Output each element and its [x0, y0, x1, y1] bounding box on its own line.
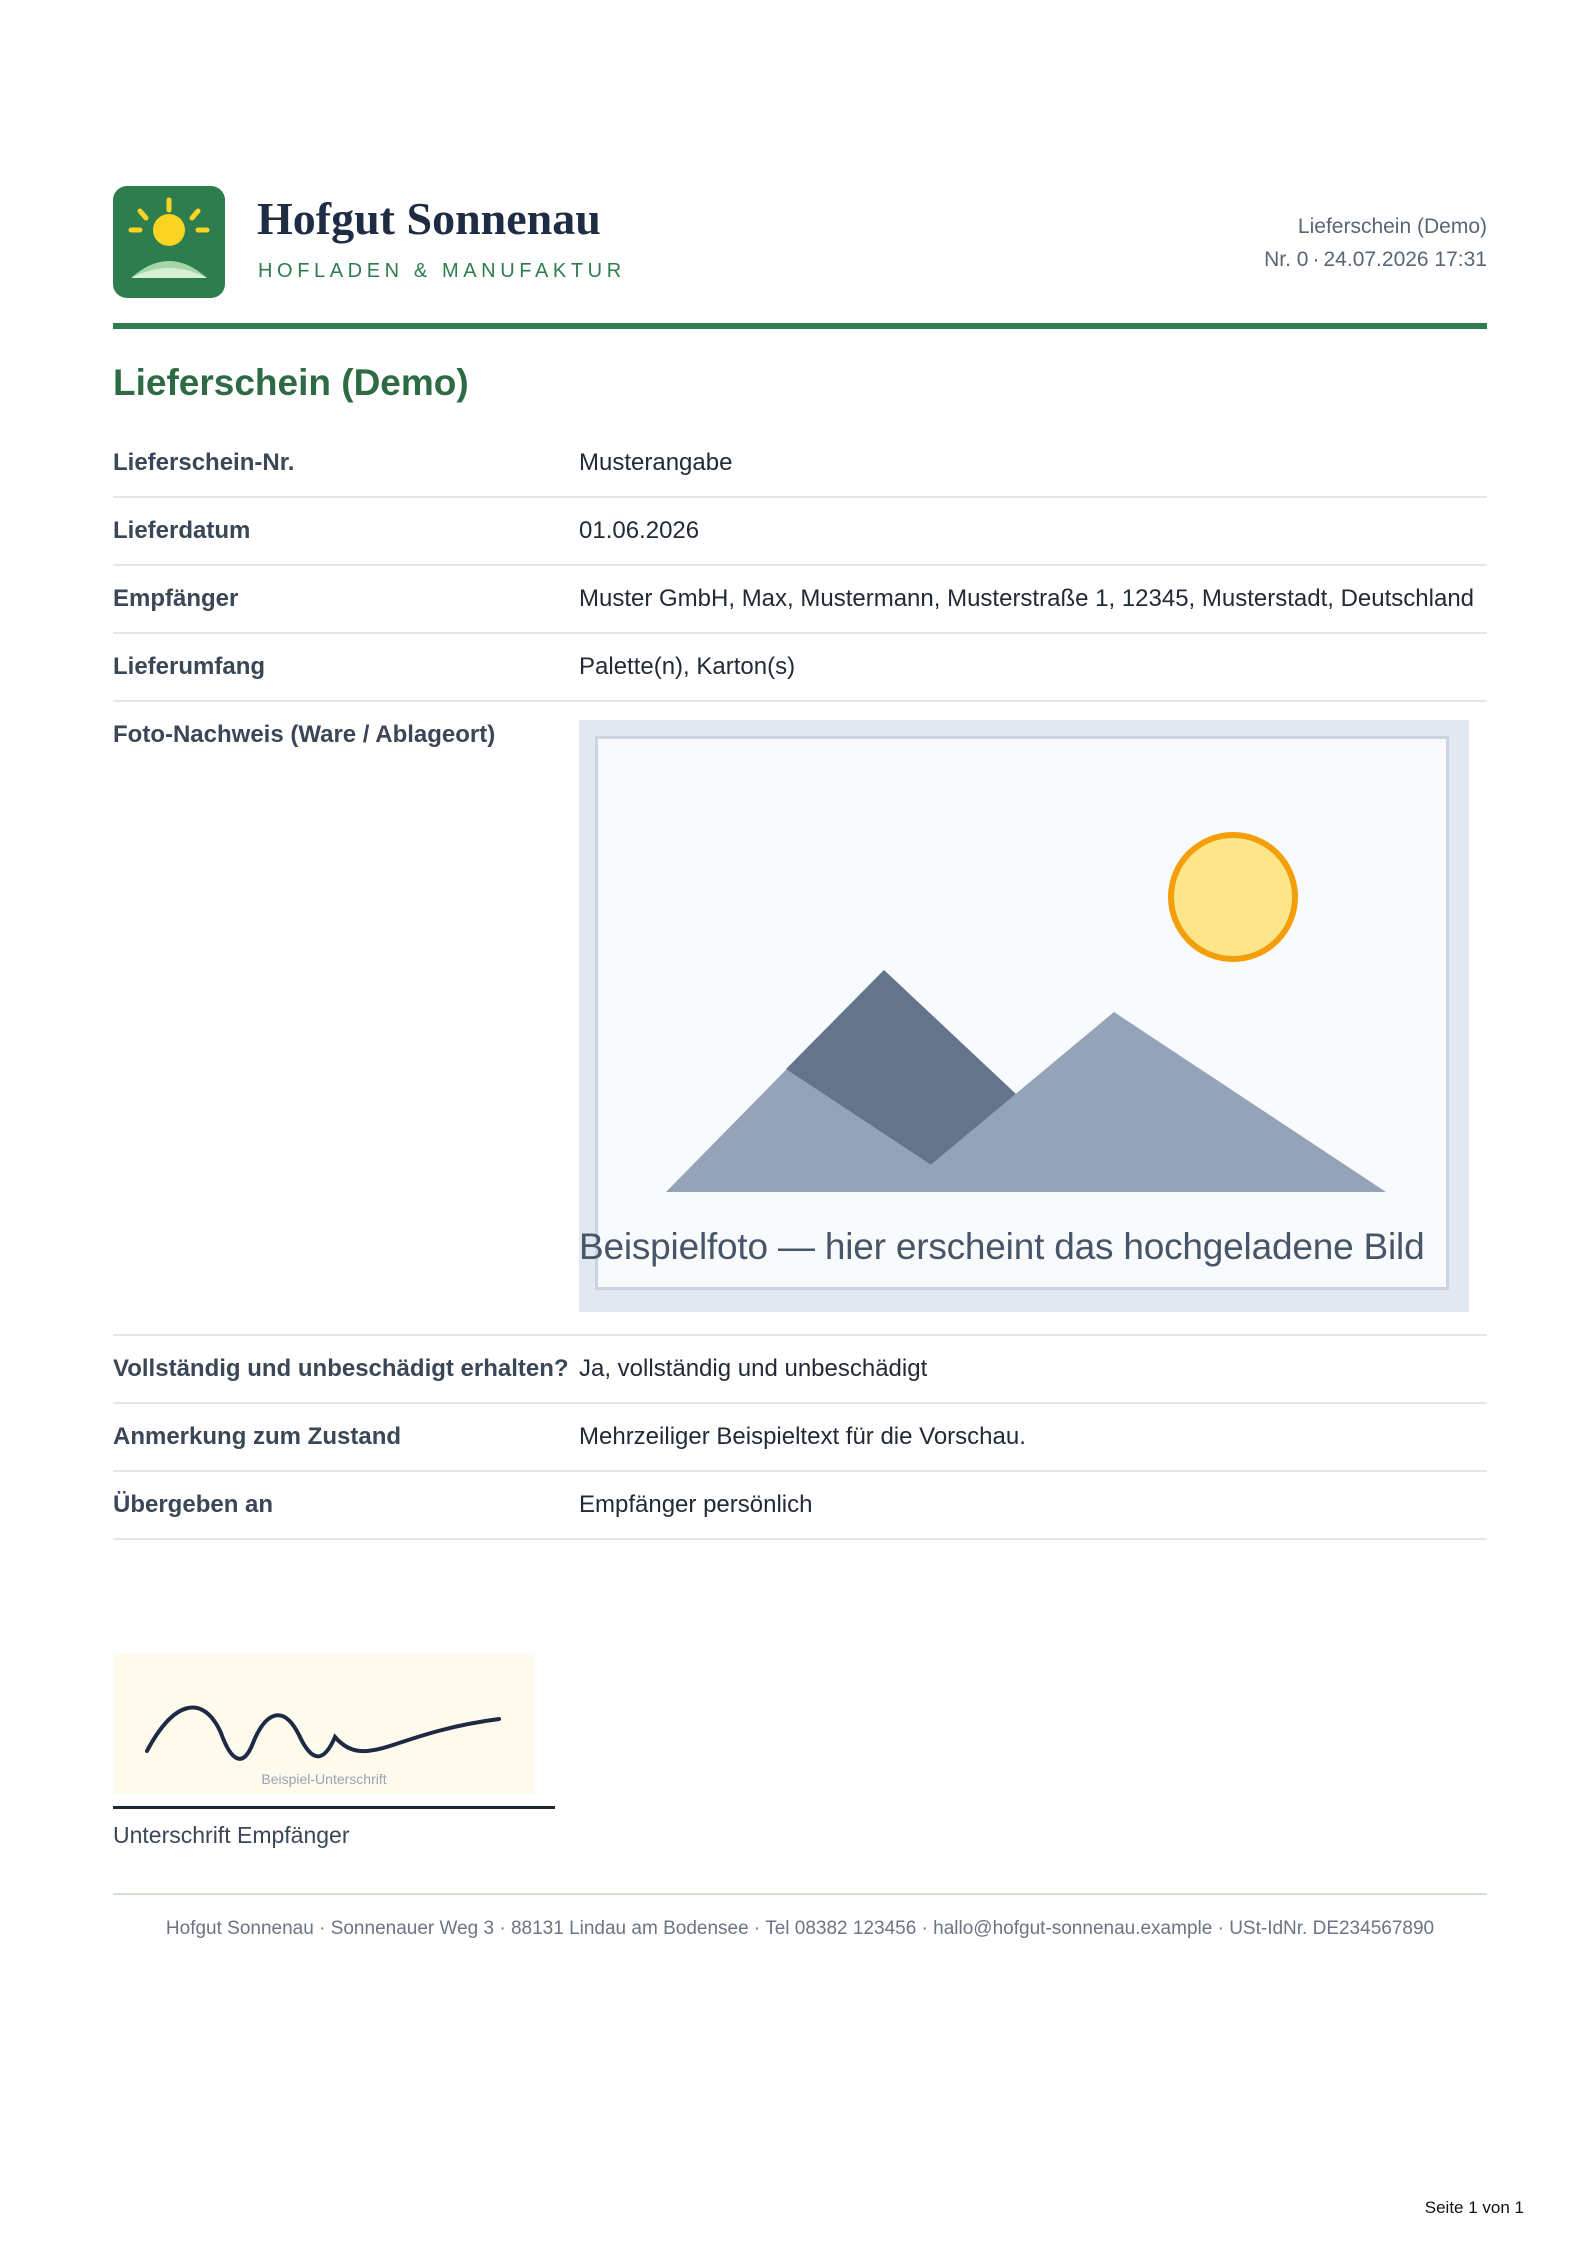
- field-label: Foto-Nachweis (Ware / Ablageort): [113, 721, 496, 748]
- document-number: Nr. 0: [1264, 248, 1309, 271]
- field-label: Vollständig und unbeschädigt erhalten?: [113, 1355, 569, 1382]
- field-value: Mehrzeiliger Beispieltext für die Vorschau.: [579, 1423, 1026, 1450]
- signature-box: [113, 1653, 535, 1794]
- field-value: Muster GmbH, Max, Mustermann, Musterstraße 1, 12345, Musterstadt, Deutschland: [579, 585, 1475, 612]
- footer-contact: Hofgut Sonnenau · Sonnenauer Weg 3 · 88131 Lindau am Bodensee · Tel 08382 123456 · hallo@hofgut-sonnenau.example · USt-IdNr. DE234567890: [165, 1918, 1435, 1939]
- brand-tagline: HOFLADEN & MANUFAKTUR: [258, 260, 626, 282]
- field-label: Lieferdatum: [113, 517, 251, 544]
- field-row-empfaenger: [113, 566, 1487, 634]
- field-label: Anmerkung zum Zustand: [113, 1423, 402, 1450]
- field-row-lieferdatum: [113, 498, 1487, 566]
- field-label: Lieferumfang: [113, 653, 266, 680]
- field-row-foto-nachweis: [113, 702, 1487, 1336]
- photo-caption: Beispielfoto — hier erscheint das hochgeladene Bild: [579, 1226, 1425, 1267]
- document-type: Lieferschein (Demo): [1297, 215, 1487, 238]
- landscape-placeholder-icon: [595, 736, 1449, 1290]
- header-divider: [113, 323, 1487, 329]
- brand-name: Hofgut Sonnenau: [257, 193, 601, 244]
- field-row-vollstaendig: [113, 1336, 1487, 1404]
- meta-separator: ·: [1312, 248, 1320, 271]
- field-row-lieferschein-nr: [113, 430, 1487, 498]
- field-value: Empfänger persönlich: [579, 1491, 813, 1518]
- sun-over-hill-icon: [113, 186, 225, 298]
- photo-evidence: [579, 720, 1469, 1312]
- field-row-uebergeben-an: [113, 1472, 1487, 1540]
- field-value: 01.06.2026: [579, 517, 700, 544]
- page-number: Seite 1 von 1: [1424, 2198, 1524, 2217]
- field-value: Ja, vollständig und unbeschädigt: [579, 1355, 928, 1382]
- field-label: Empfänger: [113, 585, 239, 612]
- page-title: Lieferschein (Demo): [113, 362, 469, 403]
- field-value: Musterangabe: [579, 449, 733, 476]
- field-row-anmerkung: [113, 1404, 1487, 1472]
- document-meta: [1264, 248, 1487, 272]
- field-label: Lieferschein-Nr.: [113, 449, 295, 476]
- field-table: [113, 430, 1487, 1540]
- field-value: Palette(n), Karton(s): [579, 653, 796, 680]
- footer-divider: [113, 1893, 1487, 1895]
- document-timestamp: 24.07.2026 17:31: [1323, 248, 1487, 271]
- signature-line: [113, 1806, 555, 1809]
- signature-label: Unterschrift Empfänger: [113, 1822, 350, 1848]
- field-row-lieferumfang: [113, 634, 1487, 702]
- field-label: Übergeben an: [113, 1491, 274, 1518]
- field-value: [579, 716, 1487, 1312]
- signature-placeholder-text: Beispiel-Unterschrift: [261, 1771, 387, 1787]
